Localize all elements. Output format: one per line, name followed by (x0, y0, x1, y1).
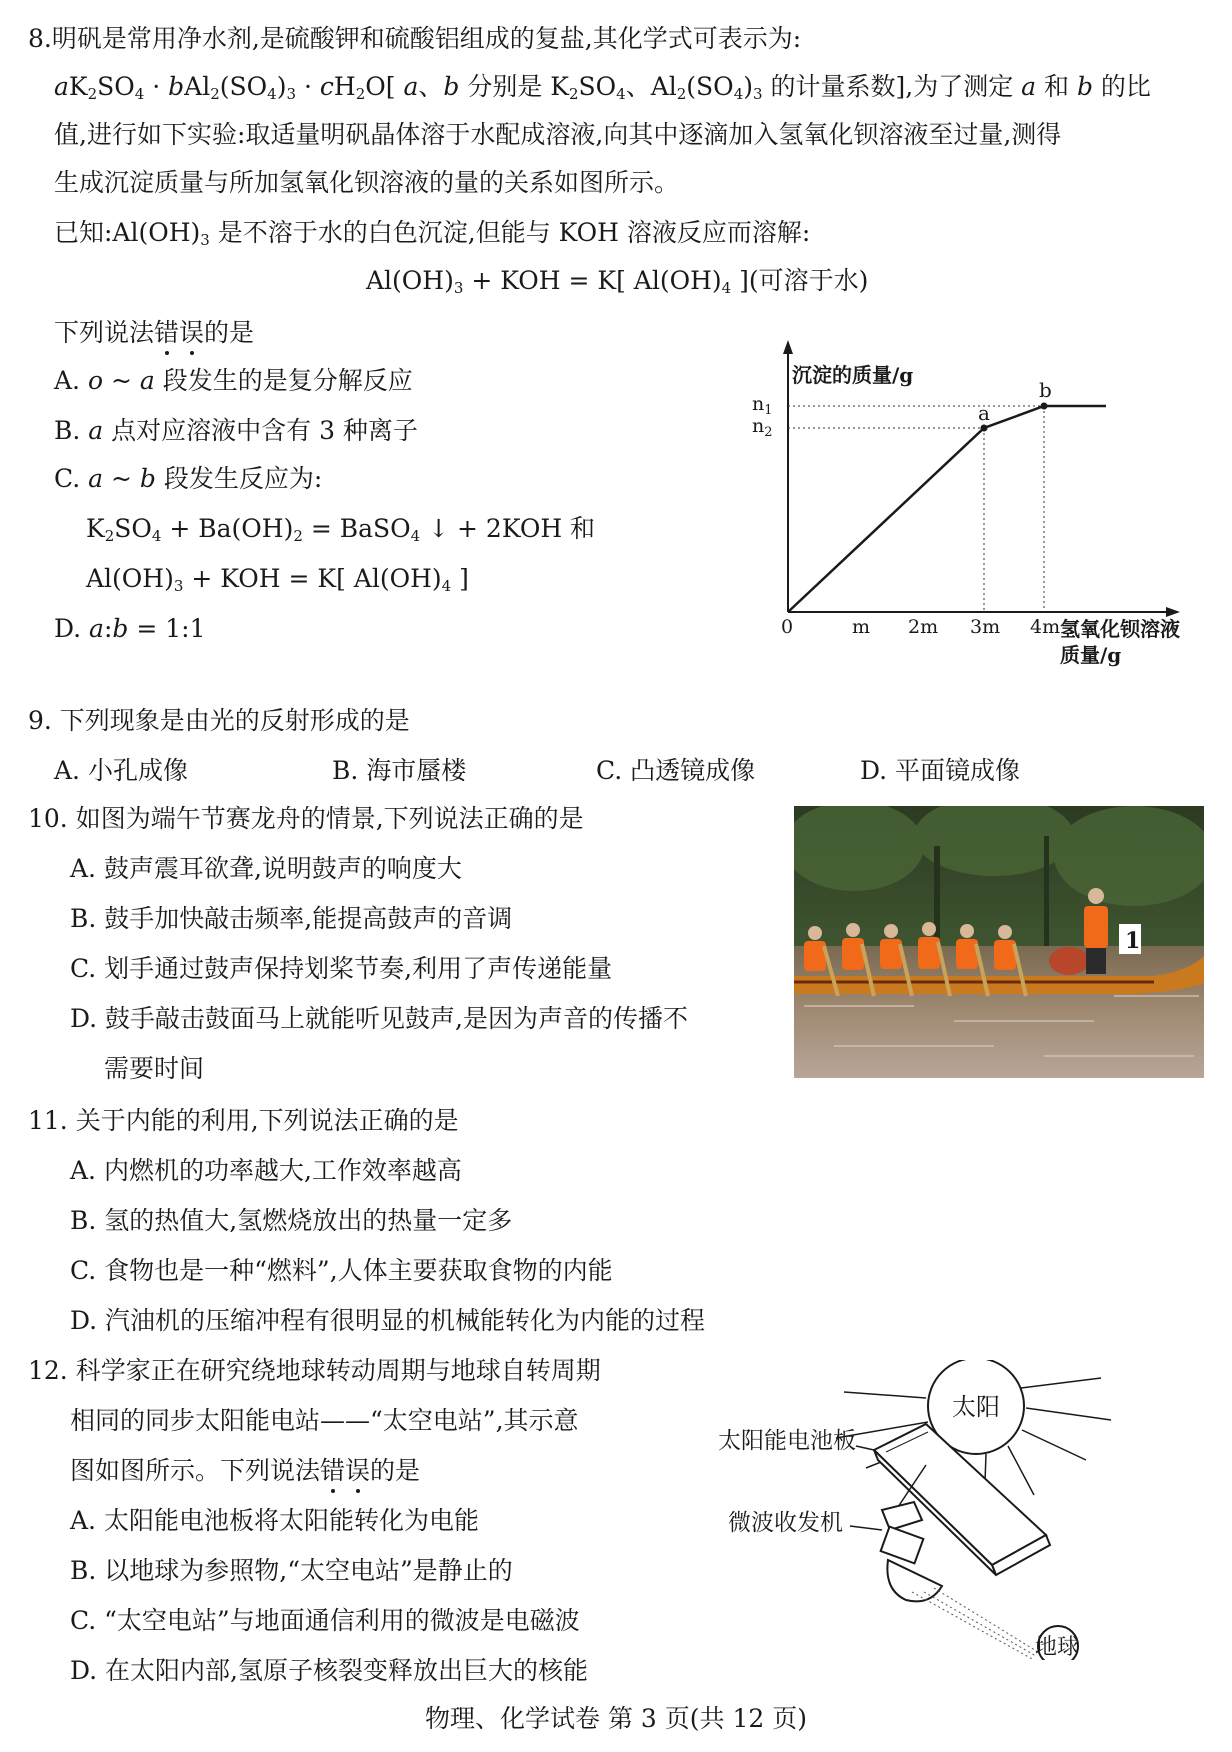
q12-option-a: A. 太阳能电池板将太阳能转化为电能 (70, 1506, 479, 1535)
q10-option-b: B. 鼓手加快敲击频率,能提高鼓声的音调 (70, 904, 513, 933)
q8-option-b: B. a 点对应溶液中含有 3 种离子 (54, 416, 418, 445)
boat-number: 1 (1125, 928, 1141, 954)
q12-stem-line1: 12. 科学家正在研究绕地球转动周期与地球自转周期 (28, 1356, 601, 1385)
x-axis-arrow (1166, 607, 1180, 617)
y-tick-n1: $n_1$ (752, 393, 773, 418)
q11-option-d: D. 汽油机的压缩冲程有很明显的机械能转化为内能的过程 (70, 1306, 706, 1335)
drummer (1084, 906, 1108, 948)
precipitate-chart (750, 330, 1220, 670)
q8-known-line: 已知$:Al(OH)_3$ 是不溶于水的白色沉淀,但能与 KOH 溶液反应而溶解: (54, 218, 811, 249)
x-axis-label-line1: 氢氧化钡溶液 (1060, 617, 1180, 641)
x-tick-m: m (852, 616, 871, 638)
space-station-diagram (716, 1360, 1216, 1660)
q12-stem-line2: 相同的同步太阳能电站——“太空电站”,其示意 (70, 1406, 579, 1435)
q8-option-c-eq2: $Al(OH)_3$ + KOH = K[ $Al(OH)_4$ ] (86, 564, 469, 595)
page-footer: 物理、化学试卷 第 3 页(共 12 页) (425, 1704, 807, 1733)
q8-formula-line: $aK_2SO_4 \cdot bAl_2(SO_4)_3 \cdot cH_2O$[ a、b 分别是 $K_2SO_4$、$Al_2(SO_4)_3$ 的计量系数],为了测定 a 和 b 的比 (54, 72, 1151, 103)
q8-option-a: A. o ~ a 段发生的是复分解反应 (54, 366, 413, 395)
sun-label: 太阳 (952, 1393, 1000, 1421)
microwave-label: 微波收发机 (728, 1510, 843, 1536)
q8-intro-line: 8.明矾是常用净水剂,是硫酸钾和硫酸铝组成的复盐,其化学式可表示为: (28, 24, 802, 53)
q12-option-c: C. “太空电站”与地面通信利用的微波是电磁波 (70, 1606, 580, 1635)
q9-option-d: D. 平面镜成像 (860, 756, 1021, 785)
x-tick-2m: 2m (908, 616, 939, 638)
q11-option-a: A. 内燃机的功率越大,工作效率越高 (70, 1156, 462, 1185)
q8-equation: $Al(OH)_3$ + KOH = K[ $Al(OH)_4$ ](可溶于水) (366, 266, 869, 297)
q11-stem: 11. 关于内能的利用,下列说法正确的是 (28, 1106, 459, 1135)
drum (1049, 947, 1089, 975)
q9-option-a: A. 小孔成像 (54, 756, 188, 785)
q8-stem: 下列说法错误的是 (54, 318, 255, 347)
q8-line3: 值,进行如下实验:取适量明矾晶体溶于水配成溶液,向其中逐滴加入氢氧化钡溶液至过量,测得 (54, 120, 1062, 149)
q8-line4: 生成沉淀质量与所加氢氧化钡溶液的量的关系如图所示。 (54, 168, 680, 197)
earth-label: 地球 (1035, 1635, 1080, 1660)
q10-option-d: D. 鼓手敲击鼓面马上就能听见鼓声,是因为声音的传播不 (70, 1004, 688, 1033)
solar-panel-label: 太阳能电池板 (718, 1428, 856, 1454)
q11-option-c: C. 食物也是一种“燃料”,人体主要获取食物的内能 (70, 1256, 613, 1285)
q9-stem: 9. 下列现象是由光的反射形成的是 (28, 706, 410, 735)
point-a (981, 425, 988, 432)
q10-option-c: C. 划手通过鼓声保持划桨节奏,利用了声传递能量 (70, 954, 613, 983)
q9-option-b: B. 海市蜃楼 (332, 756, 467, 785)
y-tick-n2: $n_2$ (752, 415, 773, 440)
x-tick-labels (781, 616, 1060, 638)
q12-option-b: B. 以地球为参照物,“太空电站”是静止的 (70, 1556, 513, 1585)
q8-option-c-eq1: $K_2SO_4 + Ba(OH)_2$ = BaSO$_4$ ↓ + 2KOH 和 (86, 514, 596, 545)
data-line (788, 406, 1106, 612)
q8-option-d: D. a:b = 1:1 (54, 614, 206, 643)
point-b (1041, 403, 1048, 410)
x-tick-3m: 3m (970, 616, 1001, 638)
point-b-label: b (1039, 378, 1052, 402)
q8-option-c: C. a ~ b 段发生反应为: (54, 464, 323, 493)
q12-stem-line3: 图如图所示。下列说法错误的是 (70, 1456, 421, 1485)
microwave-transceiver (881, 1502, 942, 1601)
x-tick-4m: 4m (1030, 616, 1061, 638)
point-a-label: a (978, 401, 990, 425)
q10-option-d-cont: 需要时间 (104, 1054, 205, 1083)
dragon-boat-photo (794, 806, 1204, 1078)
x-tick-0: 0 (781, 616, 794, 638)
microwave-beam (912, 1588, 1038, 1660)
q12-option-d: D. 在太阳内部,氢原子核裂变释放出巨大的核能 (70, 1656, 588, 1685)
y-axis-arrow (783, 340, 793, 354)
q10-stem: 10. 如图为端午节赛龙舟的情景,下列说法正确的是 (28, 804, 584, 833)
y-axis-label: 沉淀的质量/g (792, 363, 914, 387)
q10-option-a: A. 鼓声震耳欲聋,说明鼓声的响度大 (70, 854, 462, 883)
q9-option-c: C. 凸透镜成像 (596, 756, 756, 785)
x-axis-label-line2: 质量/g (1060, 643, 1122, 667)
q11-option-b: B. 氢的热值大,氢燃烧放出的热量一定多 (70, 1206, 513, 1235)
